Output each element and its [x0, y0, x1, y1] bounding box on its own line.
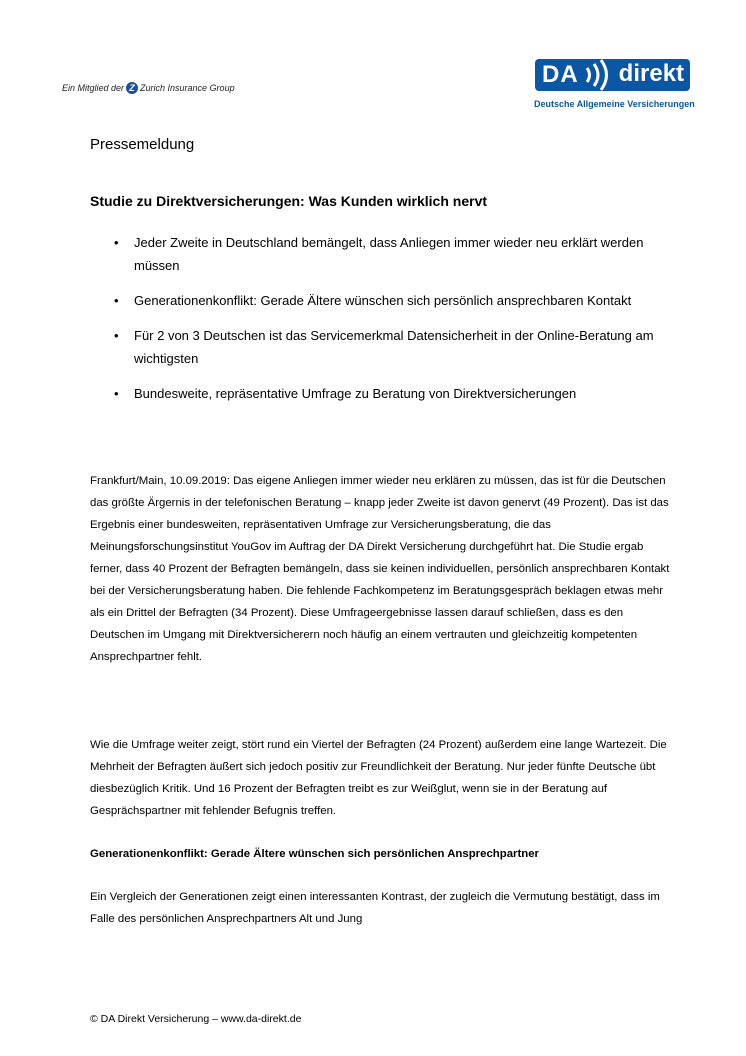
bullet-item [90, 324, 670, 370]
logo-subtitle: Deutsche Allgemeine Versicherungen [534, 99, 695, 109]
bullet-item [90, 289, 670, 312]
da-direkt-logo [535, 57, 725, 113]
bullet-item [90, 382, 670, 405]
bullet-item [90, 231, 670, 277]
body-paragraph-1: Frankfurt/Main, 10.09.2019: Das eigene Anliegen immer wieder neu erklären zu müssen, das ist für die Deutschen das größte Ärgernis in der telefonischen Beratung – knapp jeder Zweite ist davon genervt (49 Prozent). Das ist das Ergebnis einer bundesweiten, repräsentativen Umfrage zur Versicherungsberatung, die das Meinungsforschungsinstitut YouGov im Auftrag der DA Direkt Versicherung durchgeführt hat. Die Studie ergab ferner, dass 40 Prozent der Befragten bemängeln, dass sie keinen individuellen, persönlich ansprechbaren Kontakt bei der Versicherungsberatung haben. Die fehlende Fachkompetenz im Beratungsgespräch beklagen etwas mehr als ein Drittel der Befragten (34 Prozent). Diese Umfrageergebnisse lassen darauf schließen, dass es den Deutschen im Umgang mit Direktversicherern noch häufig an einem vertrauten und gleichzeitig kompetenten Ansprechpartner fehlt. [90, 475, 670, 663]
document-type: Pressemeldung [90, 136, 195, 153]
bullet-text: Für 2 von 3 Deutschen ist das Servicemerkmal Datensicherheit in der Online-Beratung am wichtigsten [134, 328, 654, 366]
zurich-logo-icon: Z [126, 82, 138, 94]
membership-line [62, 82, 235, 94]
body-paragraph-2: Wie die Umfrage weiter zeigt, stört rund ein Viertel der Befragten (24 Prozent) außerdem eine lange Wartezeit. Die Mehrheit der Befragten äußert sich jedoch positiv zur Freundlichkeit der Beratung. Nur jeder fünfte Deutsche übt diesbezüglich Kritik. Und 16 Prozent der Befragten treibt es zur Weißglut, wenn sie in der Beratung auf Gesprächspartner mit fehlender Befugnis treffen. [90, 739, 667, 817]
bullet-text: Generationenkonflikt: Gerade Ältere wünschen sich persönlich ansprechbaren Kontakt [134, 293, 632, 308]
summary-bullet-list [90, 231, 670, 417]
bullet-icon: • [114, 386, 119, 401]
section-subheading: Generationenkonflikt: Gerade Ältere wünschen sich persönlichen Ansprechpartner [90, 848, 539, 860]
bullet-text: Jeder Zweite in Deutschland bemängelt, dass Anliegen immer wieder neu erklärt werden müssen [134, 235, 644, 273]
bullet-icon: • [114, 293, 119, 308]
press-release-headline: Studie zu Direktversicherungen: Was Kunden wirklich nervt [90, 193, 488, 209]
membership-suffix: Zurich Insurance Group [140, 83, 235, 93]
logo-direkt-text: direkt [613, 59, 690, 91]
membership-prefix: Ein Mitglied der [62, 83, 125, 93]
logo-da-text: DA [535, 59, 583, 91]
page-footer: © DA Direkt Versicherung – www.da-direkt.de [90, 1013, 302, 1025]
bullet-icon: • [114, 235, 119, 250]
bullet-icon: • [114, 328, 119, 343]
signal-waves-icon [583, 57, 613, 93]
body-paragraph-3: Ein Vergleich der Generationen zeigt einen interessanten Kontrast, der zugleich die Vermutung bestätigt, dass im Falle des persönlichen Ansprechpartners Alt und Jung [90, 891, 660, 925]
bullet-text: Bundesweite, repräsentative Umfrage zu Beratung von Direktversicherungen [134, 386, 577, 401]
